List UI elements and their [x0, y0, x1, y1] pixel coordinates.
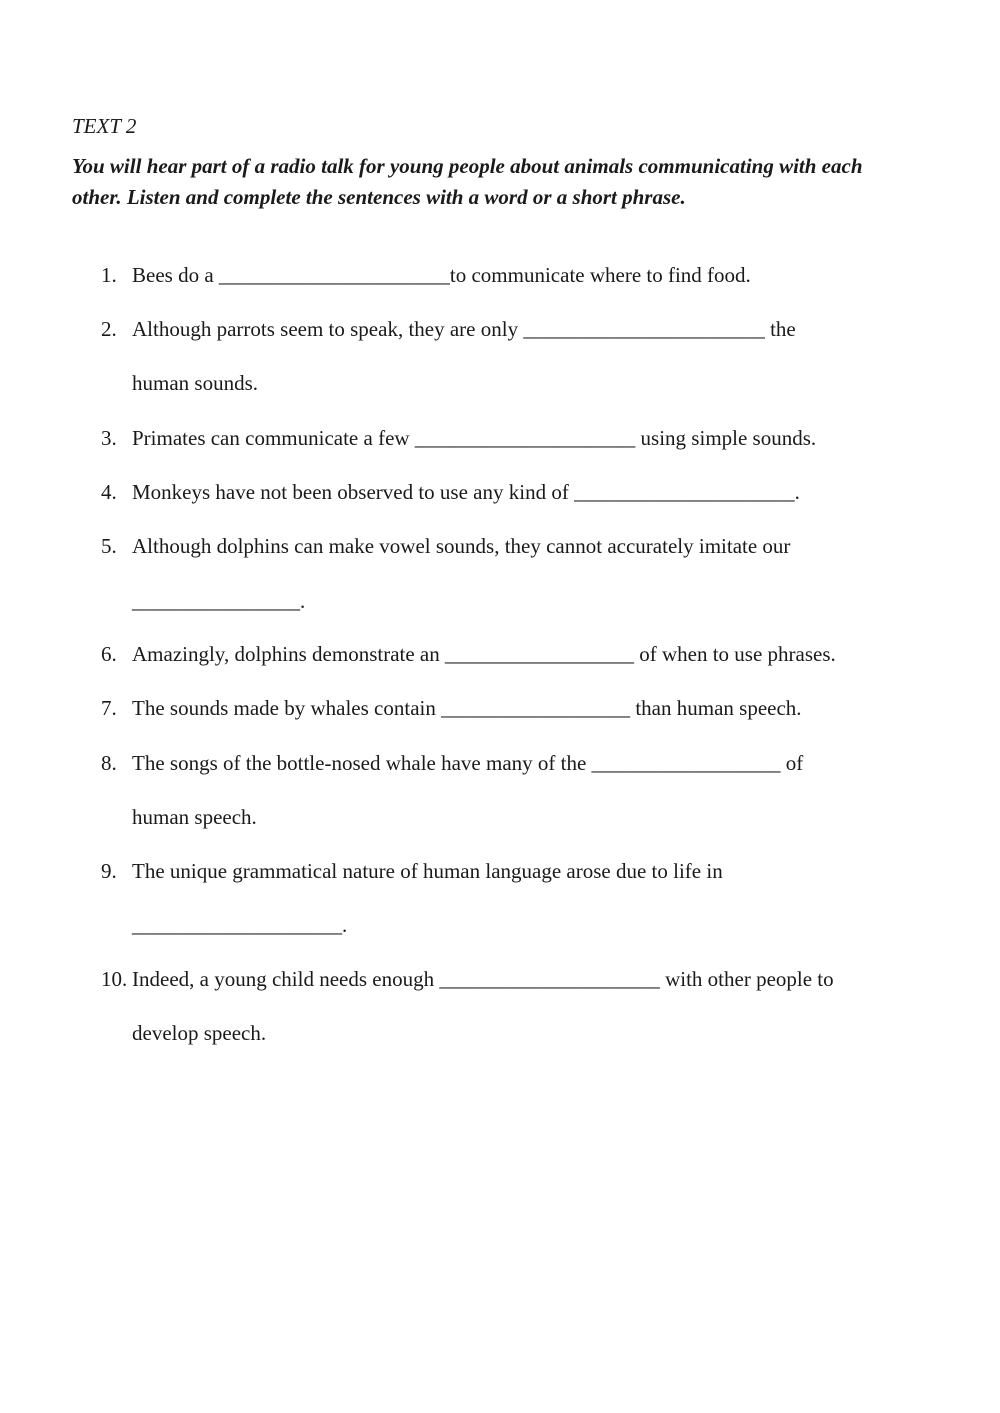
section-heading: TEXT 2	[72, 114, 137, 138]
question-10-text-continued: develop speech.	[132, 1021, 267, 1045]
question-8-number: 8.	[101, 751, 117, 775]
question-5-text-continued: ________________.	[132, 589, 306, 613]
question-4-number: 4.	[101, 480, 117, 504]
question-7-text: The sounds made by whales contain __________________ than human speech.	[132, 696, 802, 720]
question-5-text: Although dolphins can make vowel sounds, they cannot accurately imitate our	[132, 534, 791, 558]
question-8-text: The songs of the bottle-nosed whale have many of the __________________ of	[132, 751, 804, 775]
question-9-text-continued: ____________________.	[132, 913, 348, 937]
question-6-text: Amazingly, dolphins demonstrate an __________________ of when to use phrases.	[132, 642, 836, 666]
question-10-text: Indeed, a young child needs enough _____________________ with other people to	[132, 967, 834, 991]
question-4-text: Monkeys have not been observed to use any kind of _____________________.	[132, 480, 800, 504]
question-9-text: The unique grammatical nature of human language arose due to life in	[132, 859, 723, 883]
question-2-text: Although parrots seem to speak, they are only _______________________ the	[132, 317, 796, 341]
question-9-number: 9.	[101, 859, 117, 883]
instructions-line-2: other. Listen and complete the sentences with a word or a short phrase.	[72, 185, 686, 209]
instructions-line-1: You will hear part of a radio talk for young people about animals communicating with each	[72, 154, 863, 178]
question-1-number: 1.	[101, 263, 117, 287]
question-10-number: 10.	[101, 967, 128, 991]
question-2-text-continued: human sounds.	[132, 371, 258, 395]
question-8-text-continued: human speech.	[132, 805, 257, 829]
question-1-text: Bees do a ______________________to communicate where to find food.	[132, 263, 751, 287]
question-6-number: 6.	[101, 642, 117, 666]
question-3-number: 3.	[101, 426, 117, 450]
question-7-number: 7.	[101, 696, 117, 720]
question-2-number: 2.	[101, 317, 117, 341]
question-3-text: Primates can communicate a few _____________________ using simple sounds.	[132, 426, 817, 450]
question-5-number: 5.	[101, 534, 117, 558]
